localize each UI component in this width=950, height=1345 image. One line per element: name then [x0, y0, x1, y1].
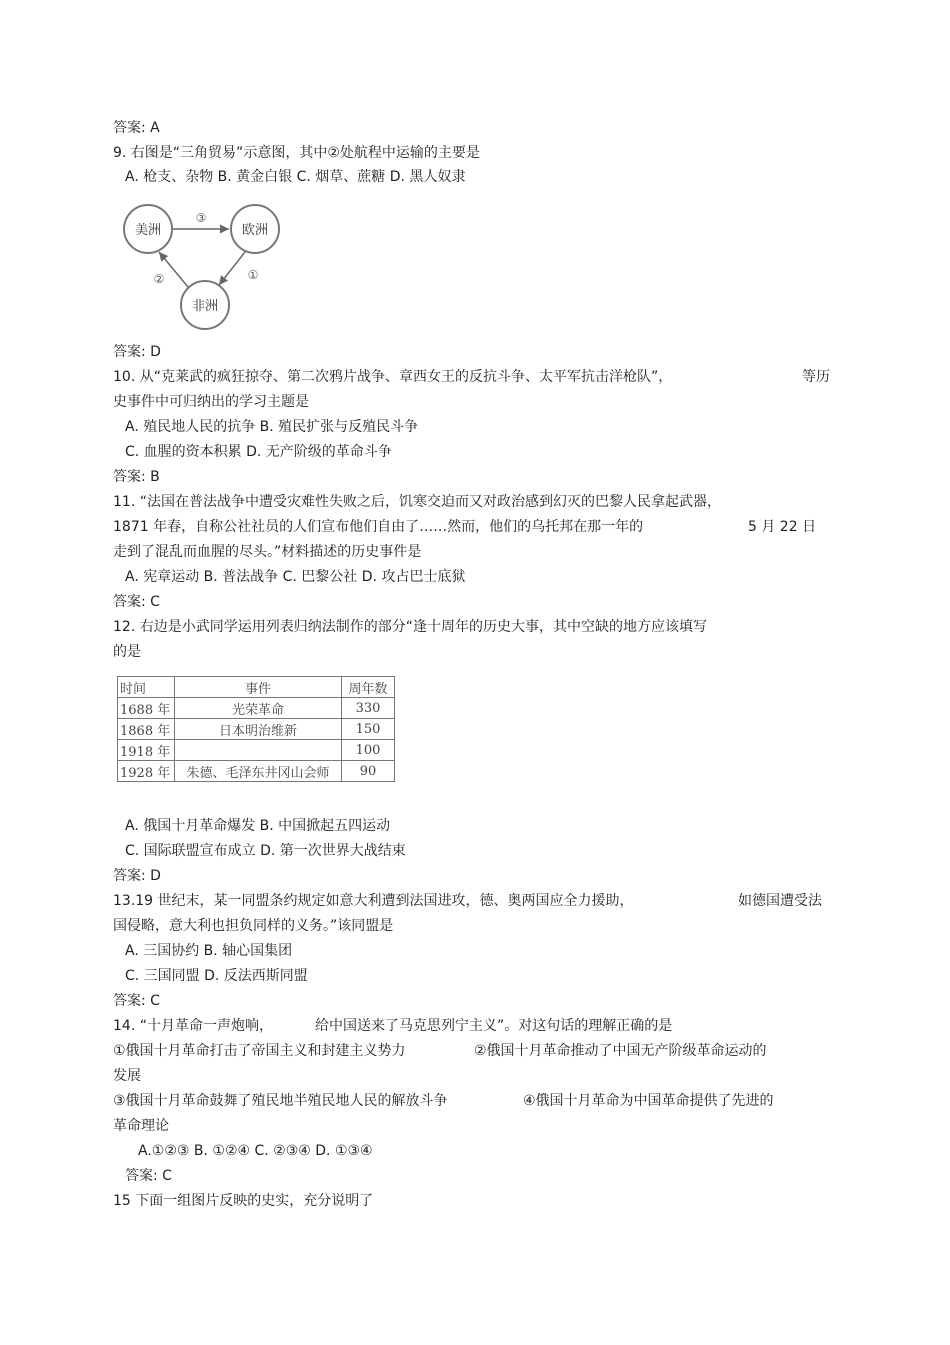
question-14-options: A.①②③ B. ①②④ C. ②③④ D. ①③④: [138, 1143, 373, 1159]
question-12-options-1: A. 俄国十月革命爆发 B. 中国掀起五四运动: [125, 818, 391, 834]
route-label-2: ②: [153, 272, 165, 286]
table-cell: 90: [342, 761, 395, 782]
question-14-statement-2: ②俄国十月革命推动了中国无产阶级革命运动的: [474, 1043, 767, 1059]
question-14-statement-4-cont: 革命理论: [113, 1118, 169, 1134]
question-14-stem-2: 给中国送来了马克思列宁主义”。对这句话的理解正确的是: [315, 1018, 673, 1034]
answer-q9: 答案: D: [113, 344, 161, 360]
question-10-stem: 10. 从“克莱武的疯狂掠夺、第二次鸦片战争、章西女王的反抗斗争、太平军抗击洋枪队”，: [113, 369, 673, 385]
route-label-1: ①: [247, 268, 259, 282]
question-13-options-1: A. 三国协约 B. 轴心国集团: [125, 943, 293, 959]
table-cell: 1688 年: [118, 698, 175, 719]
table-cell: 朱德、毛泽东井冈山会师: [175, 761, 342, 782]
question-11-stem-2: 1871 年春，自称公社社员的人们宣布他们自由了……然而，他们的乌托邦在那一年的: [113, 519, 644, 535]
table-header-cell: 周年数: [342, 677, 395, 698]
table-cell-blank: [175, 740, 342, 761]
question-14-statement-2-cont: 发展: [113, 1068, 141, 1084]
answer-q11: 答案: C: [113, 594, 160, 610]
question-10-stem-2: 史事件中可归纳出的学习主题是: [113, 394, 309, 410]
question-13-options-2: C. 三国同盟 D. 反法西斯同盟: [125, 968, 308, 984]
question-10-stem-tail: 等历: [802, 369, 830, 385]
question-11-options: A. 宪章运动 B. 普法战争 C. 巴黎公社 D. 攻占巴士底狱: [125, 569, 466, 585]
table-cell: 光荣革命: [175, 698, 342, 719]
anniversary-table: [117, 676, 395, 782]
question-14-statement-4: ④俄国十月革命为中国革命提供了先进的: [523, 1093, 774, 1109]
answer-q12: 答案: D: [113, 868, 161, 884]
answer-q14: 答案: C: [125, 1168, 172, 1184]
table-header-row: [118, 677, 395, 698]
question-10-options-1: A. 殖民地人民的抗争 B. 殖民扩张与反殖民斗争: [125, 419, 419, 435]
question-9-options: A. 枪支、杂物 B. 黄金白银 C. 烟草、蔗糖 D. 黑人奴隶: [125, 169, 466, 185]
table-cell: 1918 年: [118, 740, 175, 761]
question-11-date: 5 月 22 日: [748, 519, 817, 535]
question-12-stem-2: 的是: [113, 644, 141, 660]
table-header-cell: 事件: [175, 677, 342, 698]
triangular-trade-diagram: [113, 195, 293, 335]
answer-q8: 答案: A: [113, 120, 160, 136]
table-cell: 100: [342, 740, 395, 761]
table-cell: 150: [342, 719, 395, 740]
question-14-statement-1: ①俄国十月革命打击了帝国主义和封建主义势力: [113, 1043, 406, 1059]
question-13-stem: 13.19 世纪末，某一同盟条约规定如意大利遭到法国进攻，德、奥两国应全力援助，: [113, 893, 634, 909]
node-label-africa: 非洲: [191, 299, 219, 314]
node-label-europe: 欧洲: [241, 223, 269, 238]
table-cell: 日本明治维新: [175, 719, 342, 740]
node-label-america: 美洲: [134, 223, 162, 238]
route-1-arrow: [219, 252, 245, 285]
question-11-stem-3: 走到了混乱而血腥的尽头。”材料描述的历史事件是: [113, 544, 422, 560]
question-12-stem: 12. 右边是小武同学运用列表归纳法制作的部分“逢十周年的历史大事，其中空缺的地方应该填写: [113, 619, 707, 635]
question-13-stem-tail: 如德国遭受法: [738, 893, 822, 909]
table-row: [118, 698, 395, 719]
question-15-stem: 15 下面一组图片反映的史实，充分说明了: [113, 1193, 374, 1209]
question-13-stem-2: 国侵略，意大利也担负同样的义务。”该同盟是: [113, 918, 394, 934]
table-cell: 1868 年: [118, 719, 175, 740]
answer-q10: 答案: B: [113, 469, 160, 485]
table-row: [118, 761, 395, 782]
table-header-cell: 时间: [118, 677, 175, 698]
answer-q13: 答案: C: [113, 993, 160, 1009]
table-row: [118, 740, 395, 761]
question-12-options-2: C. 国际联盟宣布成立 D. 第一次世界大战结束: [125, 843, 406, 859]
question-14-statement-3: ③俄国十月革命鼓舞了殖民地半殖民地人民的解放斗争: [113, 1093, 448, 1109]
question-10-options-2: C. 血腥的资本积累 D. 无产阶级的革命斗争: [125, 444, 392, 460]
route-label-3: ③: [195, 211, 207, 225]
question-9-stem: 9. 右图是“三角贸易”示意图，其中②处航程中运输的主要是: [113, 145, 480, 161]
table-cell: 1928 年: [118, 761, 175, 782]
question-14-stem: 14. “十月革命一声炮响，: [113, 1018, 273, 1034]
table-cell: 330: [342, 698, 395, 719]
question-11-stem: 11. “法国在普法战争中遭受灾难性失败之后，饥寒交迫而又对政治感到幻灭的巴黎人民拿起武器，: [113, 494, 721, 510]
table-row: [118, 719, 395, 740]
